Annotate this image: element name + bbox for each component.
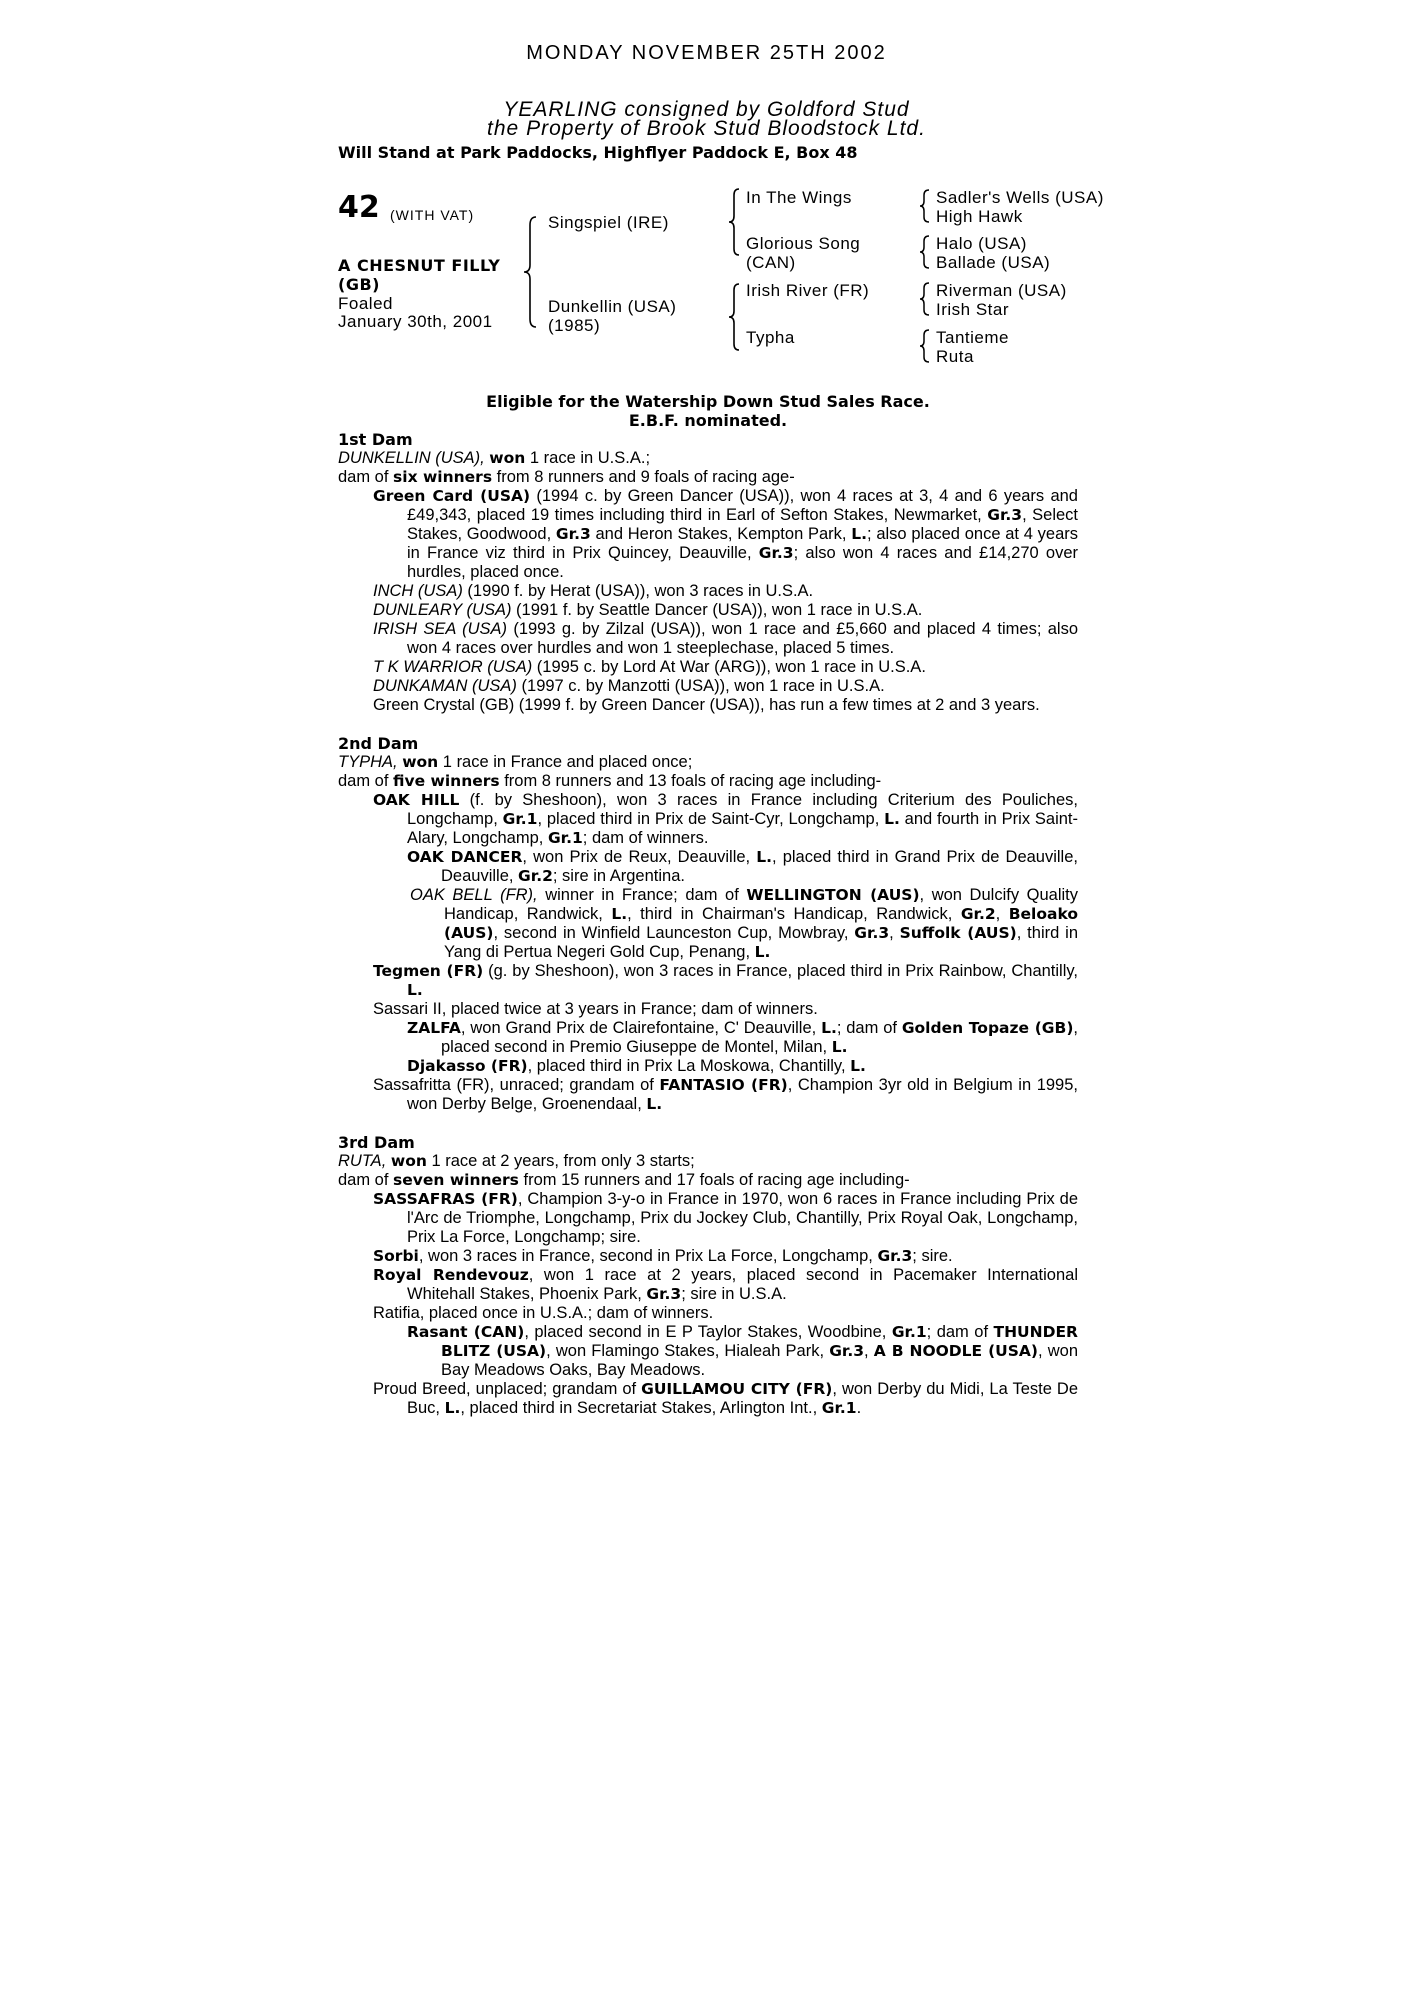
progeny-entry: ZALFA, won Grand Prix de Clairefontaine, C' Deauville, L.; dam of Golden Topaze (GB), placed second in Premio Giuseppe de Montel, Milan, L. [407, 1019, 1078, 1056]
progeny-entry: Sassari II, placed twice at 3 years in France; dam of winners. [373, 1000, 818, 1018]
second-dam-heading: 2nd Dam [338, 734, 419, 753]
stand-location: Will Stand at Park Paddocks, Highflyer Paddock E, Box 48 [338, 143, 858, 162]
pedigree-dam-year: (1985) [548, 316, 601, 335]
pedigree-brace-main [522, 215, 542, 330]
third-dam-heading: 3rd Dam [338, 1133, 415, 1152]
first-dam-heading: 1st Dam [338, 430, 413, 449]
eligibility-line-2: E.B.F. nominated. [628, 411, 788, 430]
progeny-entry: Ratifia, placed once in U.S.A.; dam of winners. [373, 1304, 714, 1322]
progeny-entry: DUNLEARY (USA) (1991 f. by Seattle Dancer (USA)), won 1 race in U.S.A. [373, 601, 923, 619]
progeny-entry: OAK HILL (f. by Sheshoon), won 3 races in France including Criterium des Pouliches, Longchamp, Gr.1, placed third in Prix de Saint-Cyr, Longchamp, L. and fourth in Prix Saint-Alary, Longchamp, Gr.1; dam of winners. [373, 791, 1078, 847]
progeny-entry: DUNKAMAN (USA) (1997 c. by Manzotti (USA)), won 1 race in U.S.A. [373, 677, 885, 695]
pedigree-sdd: Ballade (USA) [936, 253, 1051, 272]
pedigree-brace-sd [918, 234, 934, 270]
progeny-entry: T K WARRIOR (USA) (1995 c. by Lord At War (ARG)), won 1 race in U.S.A. [373, 658, 926, 676]
progeny-entry: Tegmen (FR) (g. by Sheshoon), won 3 races in France, placed third in Prix Rainbow, Chantilly, L. [373, 962, 1078, 999]
progeny-entry: Proud Breed, unplaced; grandam of GUILLAMOU CITY (FR), won Derby du Midi, La Teste De Buc, L., placed third in Secretariat Stakes, Arlington Int., Gr.1. [373, 1380, 1078, 1417]
progeny-entry: OAK BELL (FR), winner in France; dam of WELLINGTON (AUS), won Dulcify Quality Handicap, Randwick, L., third in Chairman's Handicap, Randwick, Gr.2, Beloako (AUS), second in Winfield Launceston Cup, Mowbray, Gr.3, Suffolk (AUS), third in Yang di Pertua Negeri Gold Cup, Penang, L. [410, 886, 1079, 961]
foaled-date: January 30th, 2001 [338, 312, 493, 331]
progeny-entry: Sassafritta (FR), unraced; grandam of FANTASIO (FR), Champion 3yr old in Belgium in 1995, won Derby Belge, Groenendaal, L. [373, 1076, 1078, 1113]
progeny-entry: Djakasso (FR), placed third in Prix La Moskowa, Chantilly, L. [407, 1057, 866, 1075]
pedigree-dds: Tantieme [936, 328, 1009, 347]
pedigree-brace-dam [727, 282, 745, 352]
pedigree-dss: Riverman (USA) [936, 281, 1067, 300]
pedigree-dam: Dunkellin (USA) [548, 297, 677, 316]
pedigree-sire-dam: Glorious Song [746, 234, 861, 253]
progeny-entry: Rasant (CAN), placed second in E P Taylor Stakes, Woodbine, Gr.1; dam of THUNDER BLITZ (USA), won Flamingo Stakes, Hialeah Park, Gr.3, A B NOODLE (USA), won Bay Meadows Oaks, Bay Meadows. [407, 1323, 1078, 1379]
pedigree-ssd: High Hawk [936, 207, 1023, 226]
pedigree-sire: Singspiel (IRE) [548, 213, 669, 232]
progeny-entry: SASSAFRAS (FR), Champion 3-y-o in France in 1970, won 6 races in France including Prix de l'Arc de Triomphe, Longchamp, Prix du Jockey Club, Chantilly, Prix Royal Oak, Longchamp, Prix La Force, Longchamp; sire. [373, 1190, 1079, 1246]
lot-title-line-2: (GB) [338, 275, 380, 294]
progeny-entry: Green Crystal (GB) (1999 f. by Green Dancer (USA)), has run a few times at 2 and 3 years. [373, 696, 1040, 714]
page-date-header: MONDAY NOVEMBER 25TH 2002 [526, 42, 887, 64]
first-dam-produce: dam of six winners from 8 runners and 9 foals of racing age- [338, 468, 795, 486]
consignment-line-1: YEARLING consigned by Goldford Stud [503, 98, 910, 121]
eligibility-line-1: Eligible for the Watership Down Stud Sales Race. [486, 392, 930, 411]
third-dam-produce: dam of seven winners from 15 runners and 17 foals of racing age including- [338, 1171, 910, 1189]
second-dam-produce: dam of five winners from 8 runners and 13 foals of racing age including- [338, 772, 882, 790]
pedigree-brace-ds [918, 281, 934, 317]
pedigree-brace-ss [918, 188, 934, 224]
progeny-entry: Royal Rendevouz, won 1 race at 2 years, placed second in Pacemaker International Whitehall Stakes, Phoenix Park, Gr.3; sire in U.S.A. [373, 1266, 1078, 1303]
pedigree-sire-dam-country: (CAN) [746, 253, 796, 272]
second-dam-intro: TYPHA, won 1 race in France and placed once; [338, 753, 693, 771]
pedigree-brace-dd [918, 328, 934, 364]
foaled-label: Foaled [338, 294, 393, 313]
progeny-entry: OAK DANCER, won Prix de Reux, Deauville, L., placed third in Grand Prix de Deauville, Deauville, Gr.2; sire in Argentina. [407, 848, 1078, 885]
lot-title-line-1: A CHESNUT FILLY [338, 256, 501, 275]
pedigree-brace-sire [727, 187, 745, 257]
pedigree-dsd: Irish Star [936, 300, 1010, 319]
lot-number: 42 [338, 190, 380, 225]
pedigree-dam-sire: Irish River (FR) [746, 281, 870, 300]
progeny-entry: IRISH SEA (USA) (1993 g. by Zilzal (USA)), won 1 race and £5,660 and placed 4 times; also won 4 races over hurdles and won 1 steeplechase, placed 5 times. [373, 620, 1078, 657]
pedigree-sire-sire: In The Wings [746, 188, 852, 207]
pedigree-sds: Halo (USA) [936, 234, 1027, 253]
pedigree-sss: Sadler's Wells (USA) [936, 188, 1104, 207]
pedigree-ddd: Ruta [936, 347, 974, 366]
progeny-entry: INCH (USA) (1990 f. by Herat (USA)), won 3 races in U.S.A. [373, 582, 814, 600]
consignment-line-2: the Property of Brook Stud Bloodstock Ltd. [487, 117, 926, 140]
progeny-entry: Sorbi, won 3 races in France, second in Prix La Force, Longchamp, Gr.3; sire. [373, 1247, 953, 1265]
first-dam-intro: DUNKELLIN (USA), won 1 race in U.S.A.; [338, 449, 651, 467]
third-dam-intro: RUTA, won 1 race at 2 years, from only 3 starts; [338, 1152, 695, 1170]
vat-note: (WITH VAT) [390, 207, 475, 223]
pedigree-dam-dam: Typha [746, 328, 795, 347]
pedigree-notes [338, 430, 1078, 1418]
progeny-entry: Green Card (USA) (1994 c. by Green Dancer (USA)), won 4 races at 3, 4 and 6 years and £49,343, placed 19 times including third in Earl of Sefton Stakes, Newmarket, Gr.3, Select Stakes, Goodwood, Gr.3 and Heron Stakes, Kempton Park, L.; also placed once at 4 years in France viz third in Prix Quincey, Deauville, Gr.3; also won 4 races and £14,270 over hurdles, placed once. [373, 487, 1078, 581]
